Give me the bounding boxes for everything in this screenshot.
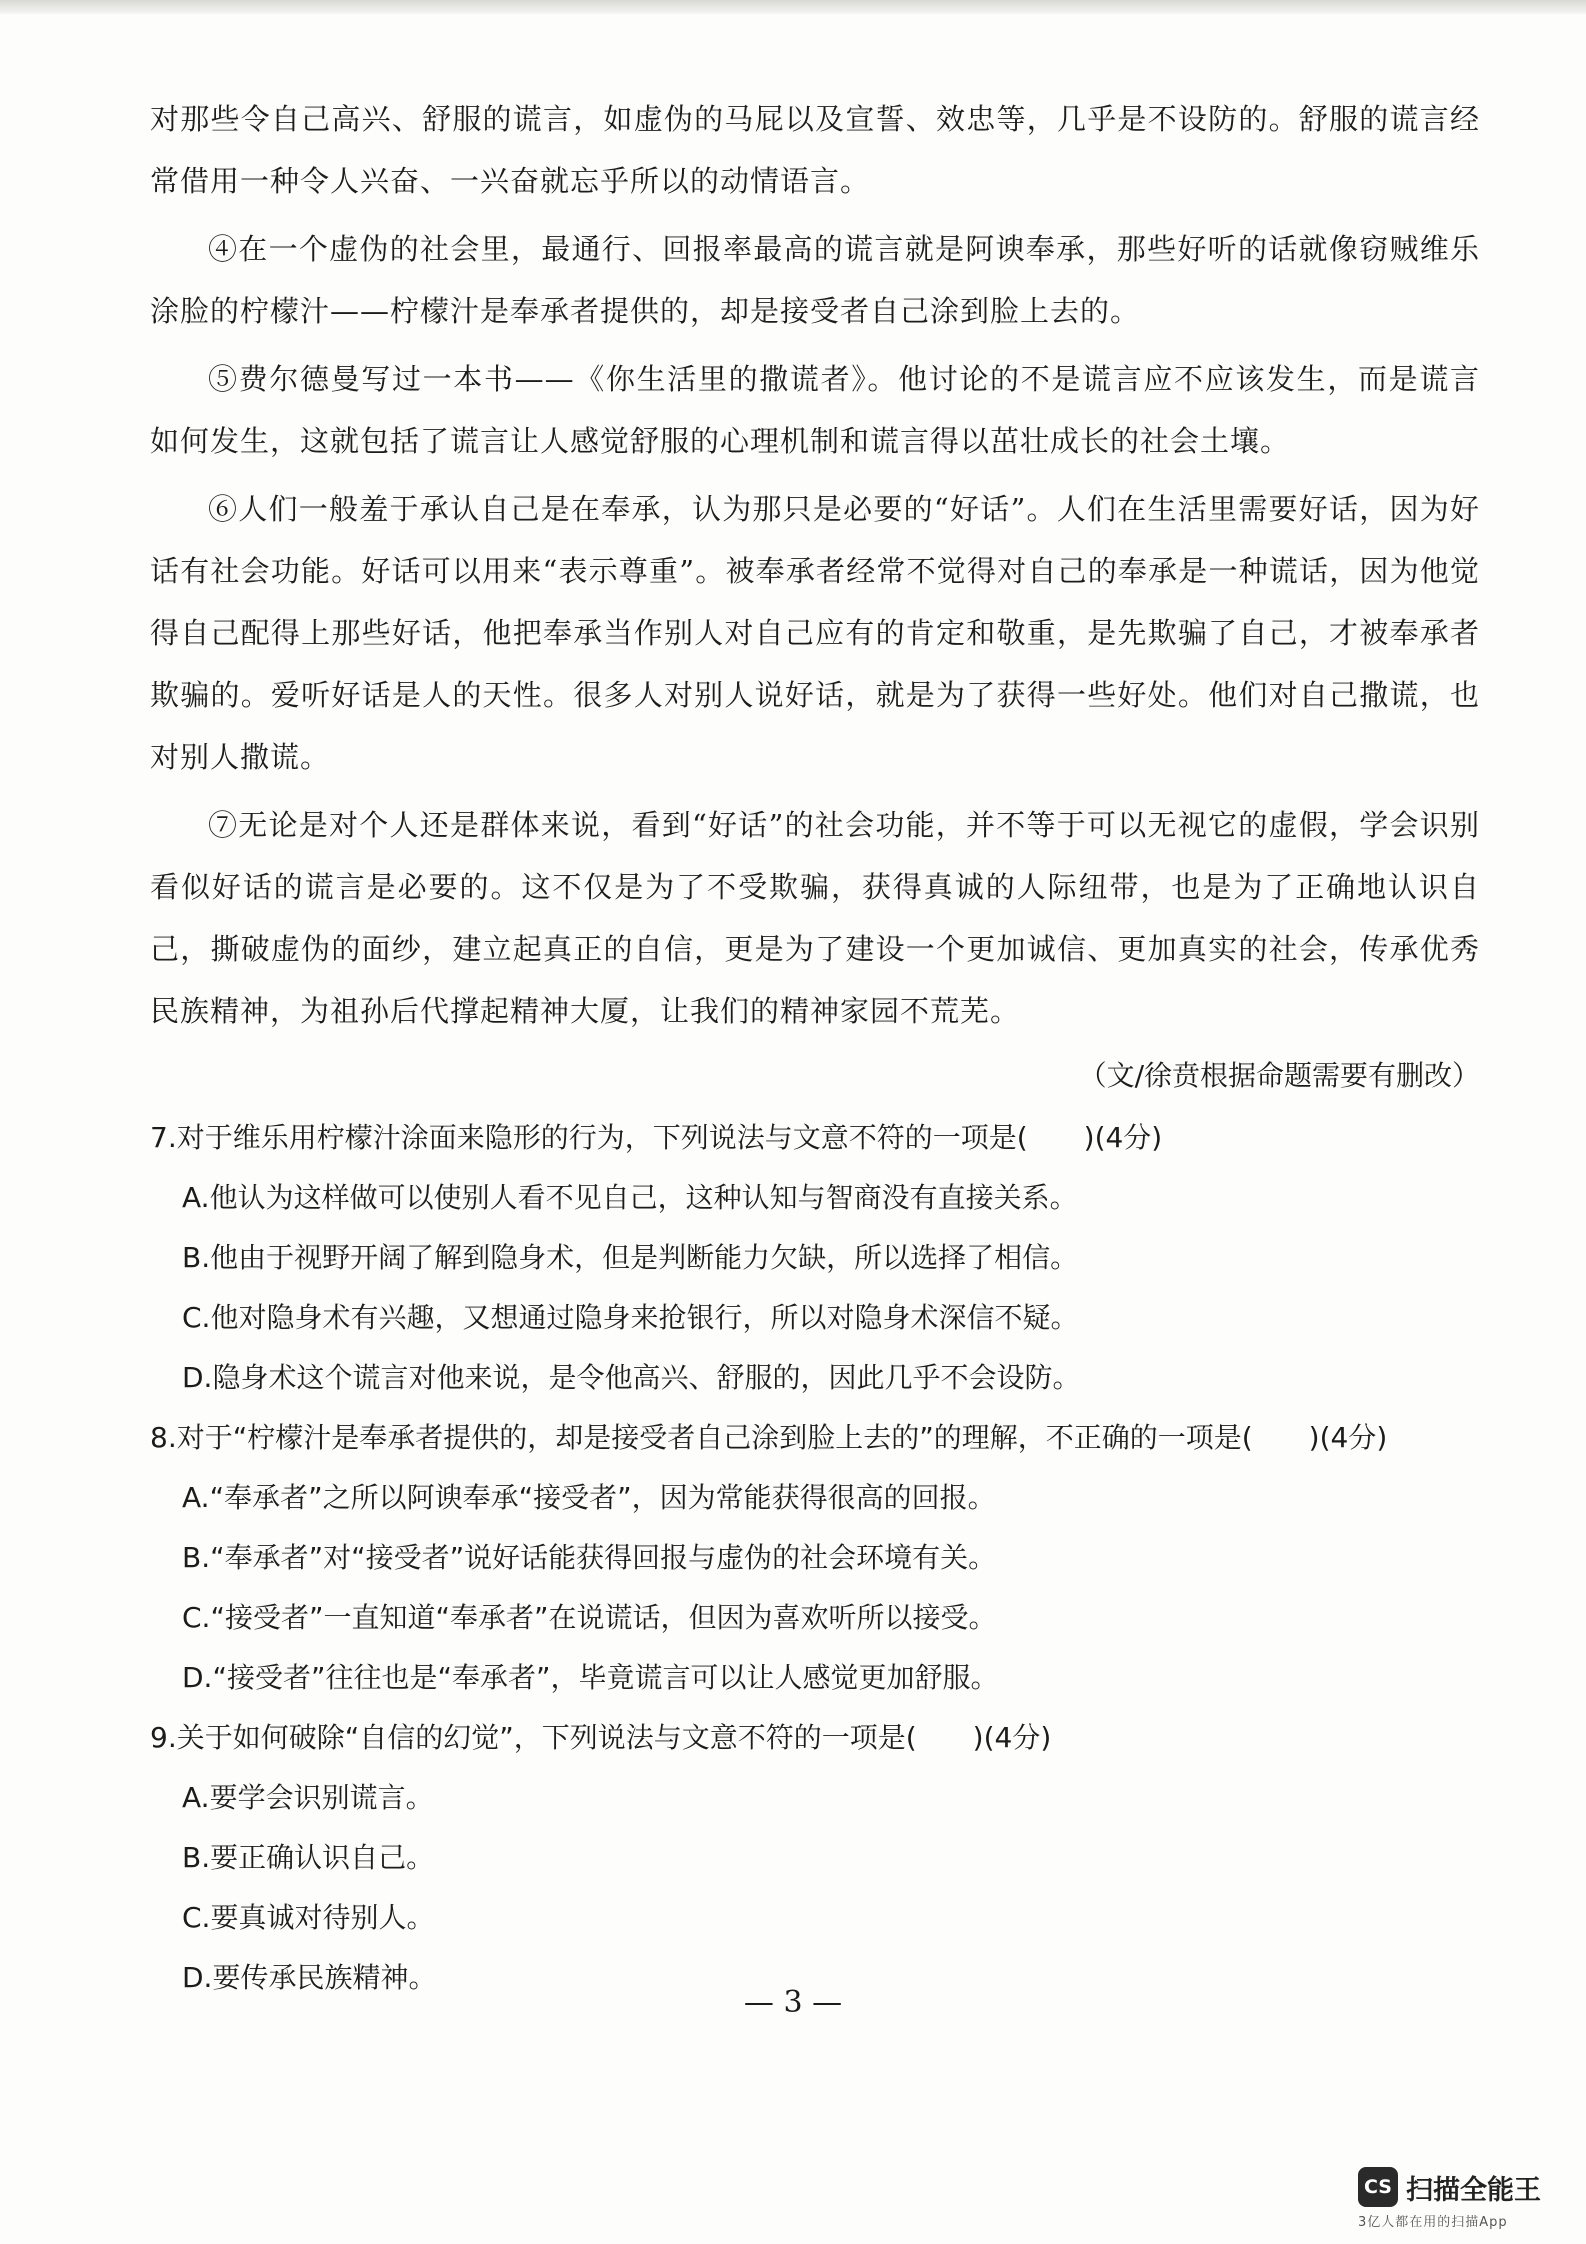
option-d: D.要传承民族精神。: [182, 1961, 437, 1994]
option-c: C.“接受者”一直知道“奉承者”在说谎话，但因为喜欢听所以接受。: [182, 1601, 997, 1634]
scanner-watermark: [1358, 2167, 1558, 2230]
document-page: [150, 88, 1480, 2008]
option-d: D.“接受者”往往也是“奉承者”，毕竟谎言可以让人感觉更加舒服。: [182, 1661, 999, 1694]
option-b: B.要正确认识自己。: [182, 1841, 435, 1874]
option-a: A.他认为这样做可以使别人看不见自己，这种认知与智商没有直接关系。: [182, 1181, 1078, 1214]
watermark-app-name: 扫描全能王: [1406, 2174, 1541, 2206]
option-b: B.他由于视野开阔了解到隐身术，但是判断能力欠缺，所以选择了相信。: [182, 1241, 1079, 1274]
camscanner-logo-icon: CS: [1358, 2167, 1398, 2207]
question-stem: 8.对于“柠檬汁是奉承者提供的，却是接受者自己涂到脸上去的”的理解，不正确的一项是( )(4分): [150, 1421, 1388, 1454]
watermark-tagline: 3亿人都在用的扫描App: [1358, 2215, 1508, 2230]
option-a: A.要学会识别谎言。: [182, 1781, 434, 1814]
option-a: A.“奉承者”之所以阿谀奉承“接受者”，因为常能获得很高的回报。: [182, 1481, 996, 1514]
paragraph-continued: 对那些令自己高兴、舒服的谎言，如虚伪的马屁以及宣誓、效忠等，几乎是不设防的。舒服的谎言经常借用一种令人兴奋、一兴奋就忘乎所以的动情语言。: [150, 102, 1480, 198]
paragraph-7: ⑦无论是对个人还是群体来说，看到“好话”的社会功能，并不等于可以无视它的虚假，学会识别看似好话的谎言是必要的。这不仅是为了不受欺骗，获得真诚的人际纽带，也是为了正确地认识自己，撕破虚伪的面纱，建立起真正的自信，更是为了建设一个更加诚信、更加真实的社会，传承优秀民族精神，为祖孙后代撑起精神大厦，让我们的精神家园不荒芜。: [150, 808, 1480, 1028]
paragraph-6: ⑥人们一般羞于承认自己是在奉承，认为那只是必要的“好话”。人们在生活里需要好话，因为好话有社会功能。好话可以用来“表示尊重”。被奉承者经常不觉得对自己的奉承是一种谎话，因为他觉得自己配得上那些好话，他把奉承当作别人对自己应有的肯定和敬重，是先欺骗了自己，才被奉承者欺骗的。爱听好话是人的天性。很多人对别人说好话，就是为了获得一些好处。他们对自己撒谎，也对别人撒谎。: [150, 492, 1480, 774]
paragraph-5: ⑤费尔德曼写过一本书——《你生活里的撒谎者》。他讨论的不是谎言应不应该发生，而是谎言如何发生，这就包括了谎言让人感觉舒服的心理机制和谎言得以茁壮成长的社会土壤。: [150, 362, 1480, 458]
option-c: C.他对隐身术有兴趣，又想通过隐身来抢银行，所以对隐身术深信不疑。: [182, 1301, 1079, 1334]
paragraph-4: ④在一个虚伪的社会里，最通行、回报率最高的谎言就是阿谀奉承，那些好听的话就像窃贼维乐涂脸的柠檬汁——柠檬汁是奉承者提供的，却是接受者自己涂到脸上去的。: [150, 232, 1480, 328]
option-c: C.要真诚对待别人。: [182, 1901, 435, 1934]
source-note: （文/徐贲根据命题需要有删改）: [1078, 1059, 1480, 1092]
question-stem: 7.对于维乐用柠檬汁涂面来隐形的行为，下列说法与文意不符的一项是( )(4分): [150, 1121, 1163, 1154]
question-7: [150, 1108, 1480, 1408]
question-9: [150, 1708, 1480, 2008]
option-d: D.隐身术这个谎言对他来说，是令他高兴、舒服的，因此几乎不会设防。: [182, 1361, 1081, 1394]
question-stem: 9.关于如何破除“自信的幻觉”，下列说法与文意不符的一项是( )(4分): [150, 1721, 1052, 1754]
scan-edge: [0, 0, 1586, 14]
question-8: [150, 1408, 1480, 1708]
option-b: B.“奉承者”对“接受者”说好话能获得回报与虚伪的社会环境有关。: [182, 1541, 997, 1574]
page-number: — 3 —: [743, 1985, 843, 2020]
